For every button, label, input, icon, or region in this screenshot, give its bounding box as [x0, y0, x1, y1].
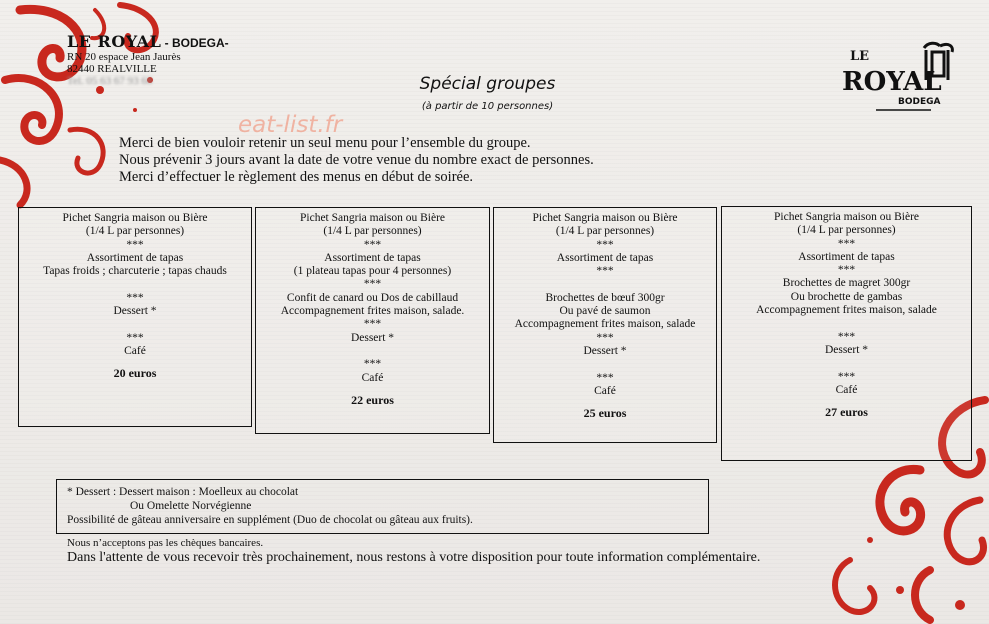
intro-text: [119, 135, 594, 186]
menu-lines: [722, 211, 971, 397]
menu-line: ***: [126, 331, 144, 344]
menu-line: ***: [837, 237, 856, 250]
restaurant-suffix: - BODEGA-: [161, 36, 229, 50]
menu-line: Assortiment de tapas: [86, 251, 184, 264]
restaurant-name: LE ROYAL: [67, 32, 162, 51]
menu-line: Ou pavé de saumon: [559, 305, 651, 318]
phone-number: Tel. 05 63 67 93 68: [67, 75, 153, 87]
watermark: eat-list.fr: [238, 112, 343, 138]
menu-line: ***: [363, 358, 382, 371]
menu-line: ***: [363, 278, 382, 291]
menu-line: Pichet Sangria maison ou Bière: [774, 211, 919, 223]
menu-line: ***: [837, 370, 856, 383]
menu-line: (1/4 L par personnes): [323, 225, 422, 238]
no-cheques-note: Nous n’acceptons pas les chèques bancaires.: [67, 537, 264, 549]
address-line-2: 82440 REALVILLE: [67, 63, 157, 75]
menu-line: (1 plateau tapas pour 4 personnes): [293, 265, 452, 278]
menu-line: [19, 278, 251, 291]
menu-line: ***: [837, 330, 856, 343]
restaurant-brand: [67, 32, 229, 51]
menu-line: Dessert *: [583, 344, 627, 357]
intro-line: Nous prévenir 3 jours avant la date de votre venue du nombre exact de personnes.: [119, 152, 594, 168]
menu-line: Ou brochette de gambas: [790, 290, 903, 303]
page-title-text: Spécial groupes: [419, 74, 556, 94]
menu-line: Pichet Sangria maison ou Bière: [300, 212, 445, 224]
menu-line: Dessert *: [824, 343, 869, 356]
menu-line: [256, 345, 489, 358]
menu-line: ***: [596, 265, 614, 278]
menu-line: Café: [594, 384, 616, 397]
logo-text-bodega: BODEGA: [898, 97, 941, 107]
menu-line: Café: [361, 371, 384, 384]
menu-line: Café: [835, 383, 858, 396]
menu-line: Dessert *: [350, 331, 395, 344]
menu-line: [722, 317, 971, 330]
menu-line: [494, 278, 716, 291]
menu-price: 25 euros: [583, 406, 627, 421]
menu-line: Confit de canard ou Dos de cabillaud: [286, 291, 459, 304]
menu-line: Pichet Sangria maison ou Bière: [532, 212, 678, 224]
logo-text-royal: ROYAL: [842, 67, 942, 97]
menu-line: Pichet Sangria maison ou Bière: [62, 212, 208, 224]
menu-box-25: [493, 207, 717, 443]
royal-bodega-logo: [836, 40, 956, 130]
menu-line: Brochettes de bœuf 300gr: [545, 291, 665, 304]
menu-line: Tapas froids ; charcuterie ; tapas chauds: [43, 265, 227, 278]
menu-box-20: [18, 207, 252, 427]
menu-price: 27 euros: [825, 405, 868, 420]
menu-line: Accompagnement frites maison, salade: [756, 304, 937, 317]
menu-line: (1/4 L par personnes): [85, 225, 185, 238]
menu-box-22: [255, 207, 490, 434]
menu-line: Café: [124, 344, 146, 357]
menu-line: Assortiment de tapas: [798, 250, 895, 263]
address-line-1: RN 20 espace Jean Jaurès: [67, 51, 181, 63]
menu-line: Dessert *: [113, 305, 157, 318]
menu-line: Brochettes de magret 300gr: [782, 277, 911, 290]
menu-line: ***: [596, 371, 614, 384]
menu-line: ***: [363, 318, 382, 331]
menu-line: Assortiment de tapas: [556, 251, 654, 264]
menu-line: (1/4 L par personnes): [555, 225, 655, 238]
menu-price: 20 euros: [113, 366, 157, 381]
menu-line: Accompagnement frites maison, salade: [514, 318, 696, 331]
menu-line: ***: [363, 238, 382, 251]
dessert-note-box: [56, 479, 709, 534]
dessert-note-line: * Dessert : Dessert maison : Moelleux au chocolat: [67, 486, 299, 498]
menu-line: Assortiment de tapas: [324, 251, 421, 264]
menu-lines: [19, 212, 251, 358]
menu-line: [722, 357, 971, 370]
menu-line: ***: [126, 238, 144, 251]
page-subtitle-text: (à partir de 10 personnes): [421, 101, 554, 112]
closing-message: Dans l'attente de vous recevoir très prochainement, nous restons à votre disposition pour toute information complémentaire.: [67, 550, 761, 565]
menu-lines: [256, 212, 489, 385]
menu-lines: [494, 212, 716, 398]
menu-line: ***: [126, 291, 144, 304]
menu-line: [494, 358, 716, 371]
menu-line: (1/4 L par personnes): [797, 224, 896, 237]
logo-text-le: LE: [850, 49, 870, 64]
intro-line: Merci de bien vouloir retenir un seul menu pour l’ensemble du groupe.: [119, 135, 531, 151]
menu-line: ***: [596, 238, 614, 251]
menu-line: Accompagnement frites maison, salade.: [280, 305, 465, 318]
menu-price: 22 euros: [351, 392, 394, 407]
intro-line: Merci d’effectuer le règlement des menus en début de soirée.: [119, 169, 474, 185]
dessert-note-line: Possibilité de gâteau anniversaire en supplément (Duo de chocolat ou gâteau aux fruits).: [67, 514, 473, 526]
menu-line: [19, 318, 251, 331]
menu-box-27: [721, 206, 972, 461]
menu-line: ***: [837, 264, 856, 277]
dessert-note-line: Ou Omelette Norvégienne: [130, 500, 252, 512]
menu-line: ***: [596, 331, 614, 344]
